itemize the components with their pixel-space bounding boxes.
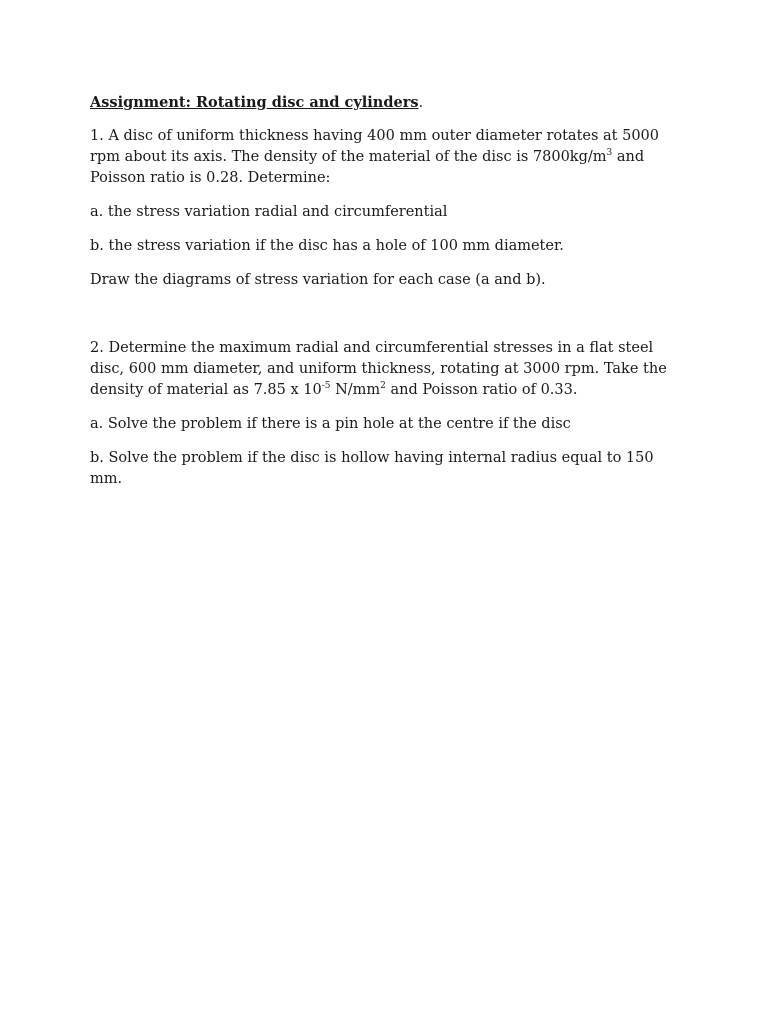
document-page — [90, 92, 690, 503]
question-2-superscript-exponent: -5 — [321, 381, 331, 392]
question-1-part-a: a. the stress variation radial and circumferential — [90, 204, 448, 220]
question-1-intro-tail: and Poisson ratio is 0.28. Determine: — [90, 149, 645, 186]
section-gap — [90, 304, 690, 338]
question-2-intro-unit: N/mm — [330, 382, 381, 398]
assignment-title-period: . — [418, 95, 424, 111]
question-2-part-a: a. Solve the problem if there is a pin hole at the centre if the disc — [90, 416, 571, 432]
question-2-intro-tail: and Poisson ratio of 0.33. — [385, 382, 578, 398]
question-2-superscript-square: 2 — [380, 381, 386, 392]
question-1-superscript: 3 — [606, 148, 613, 159]
assignment-title — [90, 92, 690, 114]
question-1-instruction: Draw the diagrams of stress variation for each case (a and b). — [90, 272, 546, 288]
question-1-intro — [90, 126, 690, 189]
question-2-part-b: b. Solve the problem if the disc is hollow having internal radius equal to 150 mm. — [90, 450, 654, 487]
question-2-intro — [90, 338, 690, 401]
question-2-intro-text: 2. Determine the maximum radial and circumferential stresses in a flat steel disc, 600 mm diameter, and uniform thickness, rotating at 3000 rpm. Take the density of material as 7.85 x 10 — [90, 340, 667, 398]
question-1-part-b: b. the stress variation if the disc has a hole of 100 mm diameter. — [90, 238, 564, 254]
question-1-intro-text: 1. A disc of uniform thickness having 400 mm outer diameter rotates at 5000 rpm about its axis. The density of the material of the disc is 7800kg/m — [90, 128, 660, 165]
assignment-title-text: Assignment: Rotating disc and cylinders — [90, 94, 419, 111]
